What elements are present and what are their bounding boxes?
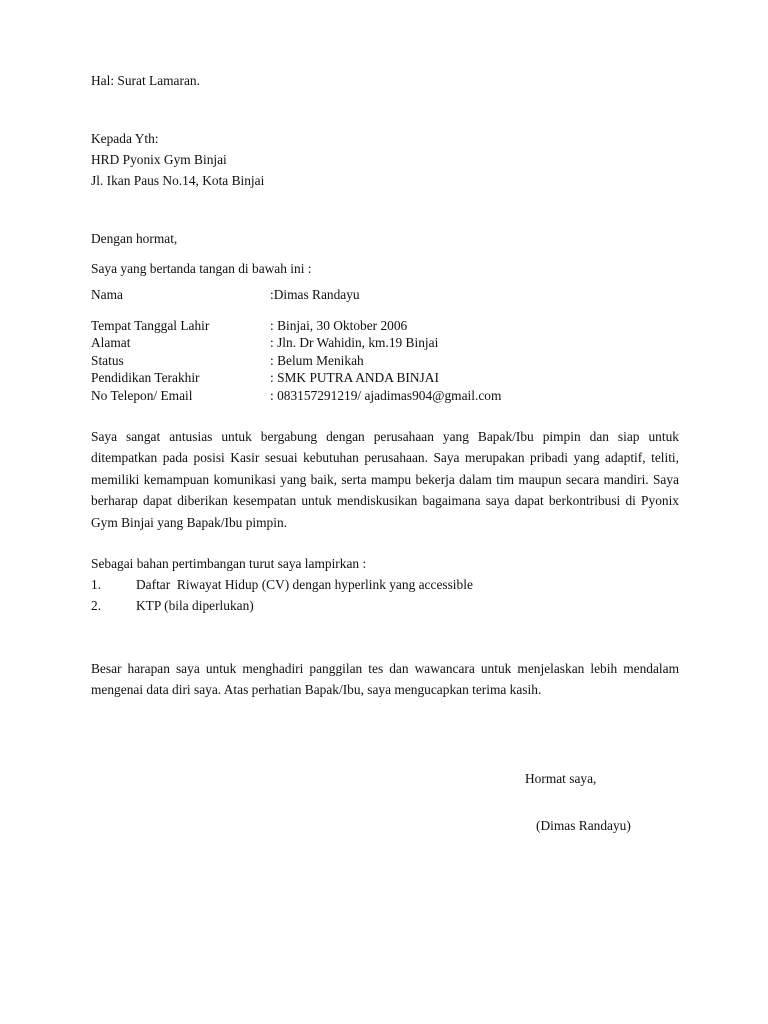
field-value-education: : SMK PUTRA ANDA BINJAI xyxy=(270,370,439,385)
recipient-address: Jl. Ikan Paus No.14, Kota Binjai xyxy=(91,173,265,188)
attachment-number: 2. xyxy=(91,598,102,613)
salutation: Dengan hormat, xyxy=(91,231,178,246)
field-label-address: Alamat xyxy=(91,335,131,350)
attachment-item-cv: Daftar Riwayat Hidup (CV) dengan hyperlink yang accessible xyxy=(136,577,473,592)
field-value-address: : Jln. Dr Wahidin, km.19 Binjai xyxy=(270,335,439,350)
body-paragraph: Saya sangat antusias untuk bergabung dengan perusahaan yang Bapak/Ibu pimpin dan siap untuk ditempatkan pada posisi Kasir sesuai kebutuhan perusahaan. Saya merupakan pribadi yang adaptif, teliti, memiliki kemampuan komunikasi yang baik, serta mampu bekerja dalam tim maupun secara mandiri. Saya berharap dapat diberikan kesempatan untuk mendiskusikan bagaimana saya dapat berkontribusi di Pyonix Gym Binjai yang Bapak/Ibu pimpin. xyxy=(91,429,679,530)
attachments-intro: Sebagai bahan pertimbangan turut saya lampirkan : xyxy=(91,556,367,571)
attachment-number: 1. xyxy=(91,577,102,592)
field-value-status: : Belum Menikah xyxy=(270,353,364,368)
signatory-name: (Dimas Randayu) xyxy=(536,818,631,833)
recipient-name: HRD Pyonix Gym Binjai xyxy=(91,152,227,167)
field-label-birth: Tempat Tanggal Lahir xyxy=(91,318,210,333)
field-value-name: :Dimas Randayu xyxy=(270,287,360,302)
closing-paragraph: Besar harapan saya untuk menghadiri panggilan tes dan wawancara untuk menjelaskan lebih mendalam mengenai data diri saya. Atas perhatian Bapak/Ibu, saya mengucapkan terima kasih. xyxy=(91,661,679,698)
field-value-contact: : 083157291219/ ajadimas904@gmail.com xyxy=(270,388,502,403)
letter-subject: Hal: Surat Lamaran. xyxy=(91,73,200,88)
field-value-birth: : Binjai, 30 Oktober 2006 xyxy=(270,318,408,333)
field-label-contact: No Telepon/ Email xyxy=(91,388,193,403)
sign-off: Hormat saya, xyxy=(525,771,597,786)
field-label-education: Pendidikan Terakhir xyxy=(91,370,200,385)
field-label-status: Status xyxy=(91,353,124,368)
attachment-item-ktp: KTP (bila diperlukan) xyxy=(136,598,254,613)
intro-sentence: Saya yang bertanda tangan di bawah ini : xyxy=(91,261,312,276)
recipient-greeting: Kepada Yth: xyxy=(91,131,159,146)
field-label-name: Nama xyxy=(91,287,123,302)
